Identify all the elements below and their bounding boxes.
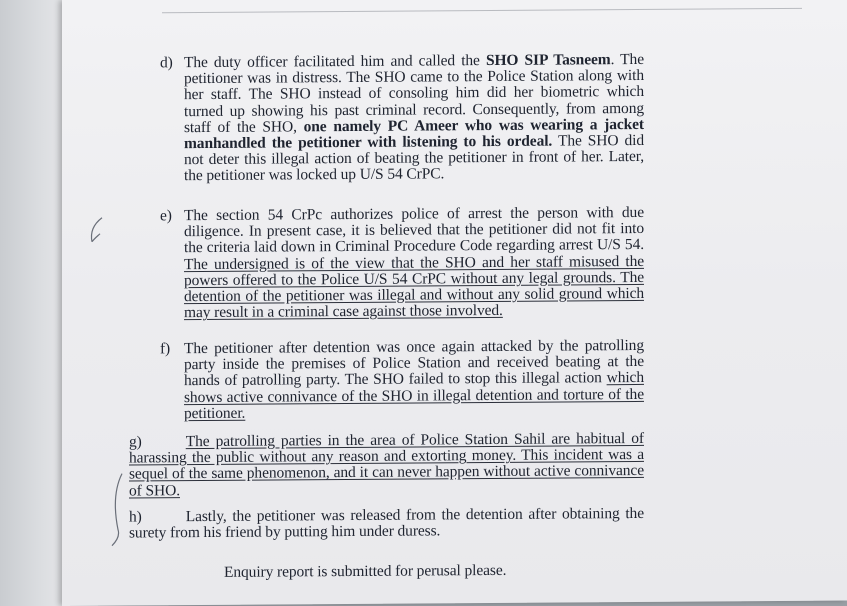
paragraph-f [160,336,644,422]
paragraph-text: Lastly, the petitioner was released from the detention after obtaining the surety from his friend by putting him under duress. [129,504,644,542]
paragraph-text: . The petitioner was in distress. The SHO came to the Police Station along with her staff. The SHO instead of consoling him did her biometric which turned up showing his past criminal record. Consequently, from among staff of the SHO, [184,50,644,136]
paragraph-marker: f) [160,340,171,358]
paragraph-marker: h) [129,508,142,526]
closing-statement: Enquiry report is submitted for perusal please. [224,561,507,581]
paragraph-d [160,50,645,185]
underlined-text: which shows active connivance of the SHO in illegal detention and torture of the petitioner. [184,369,644,422]
paragraph-e [160,203,644,322]
bold-text: SHO SIP Tasneem [485,51,611,70]
document-body [62,0,847,606]
paragraph-text: The duty officer facilitated him and called the [184,52,486,72]
paragraph-text: The SHO did not deter this illegal action of beating the petitioner in front of her. Later, the petitioner was locked up U/S 54 CrPC. [184,131,645,185]
underlined-text: The undersigned is of the view that the SHO and her staff misused the powers offered to the Police U/S 54 CrPC without any legal grounds. The detention of the petitioner was illegal and without any solid ground which may result in a criminal case against those involved. [184,252,644,322]
paragraph-text: The petitioner after detention was once again attacked by the patrolling party inside the premises of Police Station and received beating at the hands of patrolling party. The SHO failed to stop this illegal action [184,336,644,390]
document-page [62,0,847,606]
paragraph-marker: e) [160,207,172,225]
paragraph-h [129,506,644,542]
bold-text: one namely PC Ameer who was wearing a jacket manhandled the petitioner with listening to his ordeal. [184,115,644,153]
paragraph-text: The section 54 CrPc authorizes police of arrest the person with due diligence. In present case, it is believed that the petitioner did not fit into the criteria laid down in Criminal Procedure Code regarding arrest U/S 54. [184,203,644,257]
underlined-text: The patrolling parties in the area of Police Station Sahil are habitual of harassing the public without any reason and extorting money. This incident was a sequel of the same phenomenon, and it can never happen without active connivance of SHO. [129,429,644,500]
paragraph-marker: d) [160,54,173,72]
paragraph-g [129,431,644,499]
desk-background [0,0,70,606]
paragraph-marker: g) [129,433,142,451]
